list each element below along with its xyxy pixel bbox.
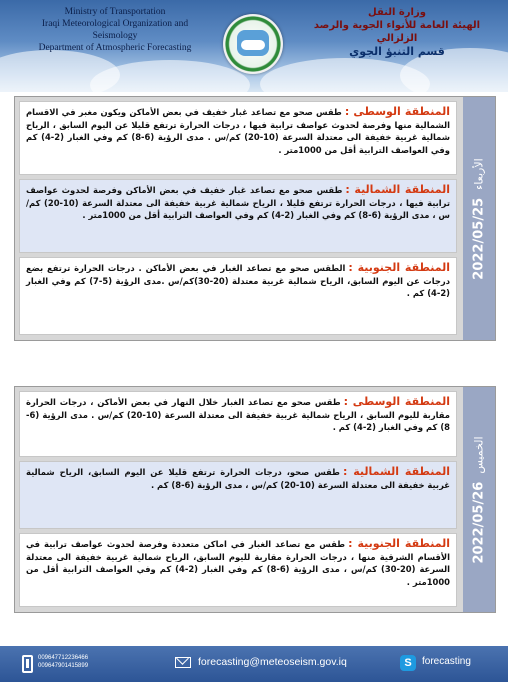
- region-name: المنطقة الجنوبية :: [348, 537, 450, 550]
- phone-number[interactable]: 009647712236466: [38, 655, 89, 661]
- region-name: المنطقة الوسطى :: [344, 105, 450, 118]
- day-name: الخميس: [472, 435, 486, 474]
- department-name-en: Department of Atmospheric Forecasting: [38, 43, 192, 53]
- region-north: [19, 179, 457, 253]
- day-label-text: [472, 436, 487, 563]
- organization-name-en: Iraqi Meteorological Organization and Seismology: [41, 19, 189, 41]
- region-forecast-text: الطقس صحو مع تصاعد الغبار في بعض الأماكن . درجات الحرارة ترتفع بضع درجات عن اليوم السابق، الرياح شمالية غربية معتدلة (20-30)كم/س .مدى الرؤية (5-7) كم وفي الغبار (2-4) كم .: [26, 263, 450, 298]
- day-label: [463, 97, 495, 340]
- ministry-name-en: Ministry of Transportation: [64, 7, 166, 17]
- department-name-ar: قسم التنبؤ الجوي: [349, 45, 445, 58]
- email-link[interactable]: forecasting@meteoseism.gov.iq: [198, 656, 347, 668]
- region-name: المنطقة الشمالية :: [345, 183, 450, 196]
- region-south: [19, 533, 457, 607]
- header-english-text: [30, 6, 200, 54]
- region-name: المنطقة الوسطى :: [343, 395, 450, 408]
- region-name: المنطقة الجنوبية :: [348, 261, 450, 274]
- phone-number[interactable]: 009647901415899: [38, 663, 89, 669]
- day-date: 2022/05/25: [471, 197, 487, 280]
- organization-name-ar: الهيئة العامة للأنواء الجوية والرصد الزلزالي: [313, 20, 481, 44]
- phone-icon: [22, 655, 33, 673]
- mail-icon: [175, 657, 191, 668]
- region-forecast-text: طقس مع تصاعد الغبار في اماكن متعددة وفرصة لحدوث عواصف ترابية في الأقسام الشرقية منها ، درجات الحرارة مقاربة لليوم السابق، الرياح شمالية غربية خفيفة الى معتدلة السرعة (20-30) كم/س ، مدى الرؤية (6-8) كم وفي الغبار (2-4) كم وفي العواصف الترابية أقل من 1000متر .: [26, 539, 451, 587]
- region-name: المنطقة الشمالية :: [342, 465, 450, 478]
- day-label: [463, 387, 495, 612]
- region-forecast-text: طقس صحو مع تصاعد الغبار خلال النهار في بعض الأماكن ، درجات الحرارة مقاربة لليوم السابق ، الرياح شمالية غربية خفيفة الى معتدلة السرعة (10-20) كم/س . مدى الرؤية (6-8) كم وفي الغبار (2-4) كم .: [26, 397, 450, 432]
- ministry-name-ar: وزارة النقل: [368, 7, 426, 18]
- header-banner: [0, 0, 508, 92]
- region-north: [19, 461, 457, 529]
- forecast-day-2: [14, 386, 496, 613]
- region-central: [19, 391, 457, 457]
- region-forecast-text: طقس صحو مع تصاعد غبار خفيف في بعض الأماكن وفرصة لحدوث عواصف ترابية فيها ، درجات الحرارة ترتفع قليلا ، الرياح شمالية غربية خفيفة الى معتدلة السرعة (10-20) كم/س ، مدى الرؤية (6-8) كم وفي الغبار (2-4) كم وفي العواصف الترابية أقل من 1000متر .: [26, 185, 450, 220]
- day-label-text: [472, 158, 487, 279]
- skype-handle[interactable]: forecasting: [422, 656, 471, 667]
- region-south: [19, 257, 457, 335]
- region-central: [19, 101, 457, 175]
- region-forecast-text: طقس صحو مع تصاعد غبار خفيف في بعض الأماكن ويكون مغبر في الاقسام الشمالية منها وفرصة لحدوث عواصف ترابية فيها ، درجات الحرارة ترتفع قليلا عن اليوم السابق ، الرياح شمالية غربية خفيفة الى معتدلة السرعة (10-20) كم/س . مدى الرؤية (6-8) كم وفي الغبار (2-4) كم وفي العواصف الترابية أقل من 1000متر .: [26, 107, 450, 155]
- organization-logo: [223, 14, 283, 74]
- phone-numbers: [38, 654, 88, 670]
- logo-cloud: [241, 40, 265, 50]
- contact-footer: [0, 646, 508, 682]
- day-name: الأربعاء: [472, 157, 486, 190]
- region-forecast-text: طقس صحو، درجات الحرارة ترتفع قليلا عن اليوم السابق، الرياح شمالية غربية خفيفة الى معتدلة السرعة (10-20) كم/س ، مدى الرؤية (6-8) كم .: [26, 467, 450, 490]
- day-date: 2022/05/26: [471, 481, 487, 564]
- forecast-day-1: [14, 96, 496, 341]
- header-arabic-text: [312, 6, 482, 58]
- skype-icon: S: [400, 655, 416, 671]
